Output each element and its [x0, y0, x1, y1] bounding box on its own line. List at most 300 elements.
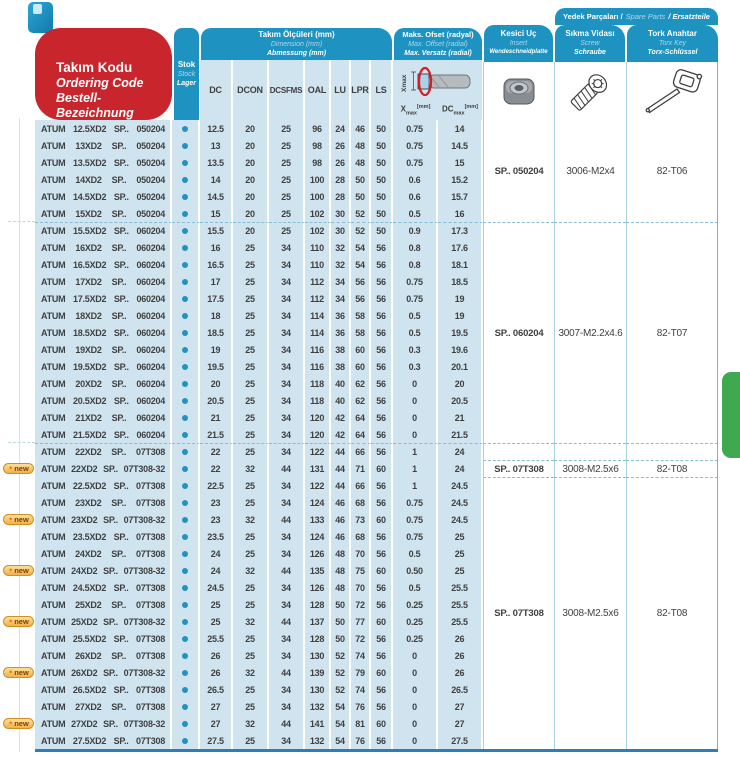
dim-value-cell: 25	[269, 154, 305, 171]
dim-value-cell: 26	[200, 647, 233, 664]
stock-indicator-cell	[172, 664, 200, 681]
dim-value-cell: 34	[269, 528, 305, 545]
dim-value-cell: 34	[269, 324, 305, 341]
dim-value-cell: 25	[233, 647, 269, 664]
dim-value-cell: 70	[351, 579, 371, 596]
dim-value-cell: 0.75	[393, 154, 438, 171]
dim-col-header-dc: DC	[200, 60, 231, 120]
ordering-code-cell: ATUM 23.5XD2 SP.. 07T308	[35, 528, 172, 545]
screw-ref-cell: 3006-M2x4	[554, 120, 626, 222]
dim-value-cell: 116	[305, 341, 331, 358]
dim-value-cell: 26	[438, 630, 483, 647]
dim-value-cell: 17.6	[438, 239, 483, 256]
catalog-table	[35, 120, 718, 749]
ordering-code-cell: ATUM 25XD2 SP.. 07T308-32	[35, 613, 172, 630]
stock-dot	[182, 721, 188, 727]
insert-label-en: Insert	[509, 40, 528, 47]
dim-value-cell: 30	[331, 222, 351, 239]
stock-dot	[182, 126, 188, 132]
dim-value-cell: 25	[200, 613, 233, 630]
new-badge-label: new	[14, 616, 29, 626]
ordering-code-cell: ATUM 23XD2 SP.. 07T308	[35, 494, 172, 511]
dim-value-cell: 0.25	[393, 630, 438, 647]
dim-value-cell: 21	[200, 409, 233, 426]
dim-value-cell: 126	[305, 579, 331, 596]
dim-value-cell: 0.5	[393, 205, 438, 222]
dim-value-cell: 15.5	[200, 222, 233, 239]
stock-indicator-cell	[172, 239, 200, 256]
dim-value-cell: 13.5	[200, 154, 233, 171]
dim-value-cell: 102	[305, 222, 331, 239]
dim-value-cell: 0	[393, 409, 438, 426]
dim-value-cell: 102	[305, 205, 331, 222]
dim-value-cell: 56	[371, 409, 393, 426]
dim-value-cell: 44	[331, 477, 351, 494]
stock-dot	[182, 143, 188, 149]
ordering-code-cell: ATUM 26XD2 SP.. 07T308	[35, 647, 172, 664]
dim-value-cell: 27	[438, 715, 483, 732]
insert-ref-cell	[483, 443, 554, 460]
table-bottom-rule	[35, 749, 718, 752]
dim-value-cell: 14	[200, 171, 233, 188]
dim-value-cell: 25	[269, 205, 305, 222]
screw-ref-cell: 3008-M2.5x6	[554, 460, 626, 477]
dim-value-cell: 56	[371, 426, 393, 443]
dim-value-cell: 54	[331, 715, 351, 732]
dim-value-cell: 19	[438, 307, 483, 324]
dim-value-cell: 25	[233, 494, 269, 511]
dim-value-cell: 50	[351, 171, 371, 188]
dim-value-cell: 0	[393, 392, 438, 409]
new-badge	[3, 565, 34, 576]
stock-indicator-cell	[172, 511, 200, 528]
ordering-code-cell: ATUM 21XD2 SP.. 060204	[35, 409, 172, 426]
dim-value-cell: 25	[233, 290, 269, 307]
screw-ref-cell	[554, 443, 626, 460]
dim-value-cell: 0.50	[393, 562, 438, 579]
dim-value-cell: 32	[331, 256, 351, 273]
dim-value-cell: 0.6	[393, 188, 438, 205]
dim-value-cell: 23	[200, 494, 233, 511]
dim-value-cell: 24.5	[438, 477, 483, 494]
dim-value-cell: 22.5	[200, 477, 233, 494]
dim-value-cell: 0.75	[393, 273, 438, 290]
stock-dot	[182, 245, 188, 251]
screw-icon	[568, 67, 614, 115]
dim-value-cell: 0.6	[393, 171, 438, 188]
dim-value-cell: 25	[233, 392, 269, 409]
dim-value-cell: 56	[371, 307, 393, 324]
dim-value-cell: 72	[351, 630, 371, 647]
dim-value-cell: 24.5	[438, 511, 483, 528]
stock-indicator-cell	[172, 409, 200, 426]
dim-value-cell: 56	[371, 324, 393, 341]
bookmark-icon[interactable]	[28, 2, 53, 33]
bookmark-notch	[33, 4, 42, 14]
new-badge	[3, 463, 34, 474]
insert-label-de: Wendeschneidplatte	[489, 49, 548, 55]
dim-value-cell: 98	[305, 137, 331, 154]
dim-value-cell: 25	[200, 596, 233, 613]
ordering-code-cell: ATUM 24XD2 SP.. 07T308-32	[35, 562, 172, 579]
dim-value-cell: 68	[351, 494, 371, 511]
dim-value-cell: 126	[305, 545, 331, 562]
dim-value-cell: 25	[233, 477, 269, 494]
dim-value-cell: 60	[351, 341, 371, 358]
dim-value-cell: 135	[305, 562, 331, 579]
stock-dot	[182, 330, 188, 336]
dim-value-cell: 27	[200, 715, 233, 732]
dim-value-cell: 50	[371, 222, 393, 239]
ordering-code-cell: ATUM 15XD2 SP.. 050204	[35, 205, 172, 222]
dim-value-cell: 16	[438, 205, 483, 222]
stock-label-de: Lager	[176, 80, 197, 87]
dim-value-cell: 27.5	[438, 732, 483, 749]
dim-value-cell: 34	[269, 579, 305, 596]
dimensions-title-de: Abmessung (mm)	[266, 50, 327, 57]
dim-value-cell: 30	[331, 205, 351, 222]
stock-indicator-cell	[172, 681, 200, 698]
dim-value-cell: 34	[269, 443, 305, 460]
stock-indicator-cell	[172, 256, 200, 273]
dim-value-cell: 34	[269, 341, 305, 358]
dim-value-cell: 72	[351, 596, 371, 613]
dim-value-cell: 56	[371, 545, 393, 562]
dim-value-cell: 50	[351, 188, 371, 205]
dim-value-cell: 25	[269, 137, 305, 154]
dim-value-cell: 24.5	[200, 579, 233, 596]
dim-value-cell: 52	[331, 681, 351, 698]
dim-value-cell: 27.5	[200, 732, 233, 749]
dim-value-cell: 50	[331, 630, 351, 647]
dim-value-cell: 21.5	[200, 426, 233, 443]
torx-ref-cell	[626, 443, 718, 460]
stock-dot	[182, 653, 188, 659]
stock-indicator-cell	[172, 732, 200, 749]
stock-indicator-cell	[172, 222, 200, 239]
stock-indicator-cell	[172, 545, 200, 562]
stock-column-header	[174, 28, 199, 120]
ordering-code-cell: ATUM 23XD2 SP.. 07T308-32	[35, 511, 172, 528]
dim-value-cell: 46	[331, 511, 351, 528]
dim-value-cell: 13	[200, 137, 233, 154]
dim-value-cell: 100	[305, 188, 331, 205]
dim-value-cell: 34	[269, 392, 305, 409]
dim-value-cell: 20	[233, 154, 269, 171]
dim-value-cell: 118	[305, 375, 331, 392]
dim-value-cell: 24	[200, 562, 233, 579]
dim-value-cell: 48	[331, 562, 351, 579]
ordering-code-title-tr: Takım Kodu	[56, 60, 133, 75]
dim-value-cell: 34	[269, 426, 305, 443]
dim-value-cell: 54	[351, 239, 371, 256]
dim-value-cell: 18.5	[438, 273, 483, 290]
dim-value-cell: 0.5	[393, 545, 438, 562]
offset-diagram-cell	[393, 60, 482, 120]
margin-group-separator	[8, 221, 35, 222]
dim-value-cell: 56	[371, 392, 393, 409]
stock-indicator-cell	[172, 375, 200, 392]
dim-value-cell: 25	[233, 596, 269, 613]
dim-value-cell: 19	[438, 290, 483, 307]
dim-value-cell: 131	[305, 460, 331, 477]
dim-value-cell: 112	[305, 273, 331, 290]
dim-value-cell: 56	[371, 477, 393, 494]
svg-text:Xmax: Xmax	[401, 74, 408, 92]
dim-value-cell: 0	[393, 375, 438, 392]
stock-dot	[182, 670, 188, 676]
ordering-code-cell: ATUM 22XD2 SP.. 07T308-32	[35, 460, 172, 477]
dim-value-cell: 0	[393, 715, 438, 732]
dim-value-cell: 56	[371, 375, 393, 392]
torx-ref-cell: 82-T08	[626, 477, 718, 749]
dim-value-cell: 24	[331, 120, 351, 137]
dim-value-cell: 34	[331, 290, 351, 307]
new-badge-label: new	[14, 565, 29, 575]
dim-value-cell: 15.2	[438, 171, 483, 188]
dim-value-cell: 12.5	[200, 120, 233, 137]
stock-dot	[182, 568, 188, 574]
stock-dot	[182, 398, 188, 404]
drill-offset-diagram	[397, 62, 477, 102]
dim-value-cell: 50	[371, 205, 393, 222]
ordering-code-cell: ATUM 19XD2 SP.. 060204	[35, 341, 172, 358]
insert-ref-cell: SP.. 050204	[483, 120, 554, 222]
dim-value-cell: 18.1	[438, 256, 483, 273]
torx-ref-cell: 82-T08	[626, 460, 718, 477]
new-badge-label: new	[14, 718, 29, 728]
stock-dot	[182, 313, 188, 319]
dim-value-cell: 25	[269, 188, 305, 205]
dim-value-cell: 19.5	[438, 324, 483, 341]
dim-value-cell: 44	[331, 460, 351, 477]
screw-column-header	[555, 25, 625, 62]
torx-label-de: Torx-Schlüssel	[647, 49, 698, 56]
stock-indicator-cell	[172, 460, 200, 477]
dim-value-cell: 17.3	[438, 222, 483, 239]
dim-value-cell: 17	[200, 273, 233, 290]
dim-value-cell: 122	[305, 477, 331, 494]
ordering-code-cell: ATUM 25.5XD2 SP.. 07T308	[35, 630, 172, 647]
insert-icon	[499, 74, 539, 108]
stock-dot	[182, 347, 188, 353]
dim-value-cell: 21	[438, 409, 483, 426]
dim-value-cell: 44	[269, 613, 305, 630]
dim-value-cell: 15	[200, 205, 233, 222]
dim-value-cell: 79	[351, 664, 371, 681]
dim-value-cell: 34	[269, 307, 305, 324]
page-edge-line	[19, 118, 20, 752]
dim-value-cell: 25	[233, 732, 269, 749]
dim-value-cell: 34	[269, 409, 305, 426]
dim-value-cell: 60	[351, 358, 371, 375]
stock-indicator-cell	[172, 443, 200, 460]
dim-value-cell: 0.3	[393, 341, 438, 358]
ordering-code-cell: ATUM 16XD2 SP.. 060204	[35, 239, 172, 256]
stock-indicator-cell	[172, 579, 200, 596]
dim-value-cell: 25	[269, 171, 305, 188]
dim-value-cell: 28	[331, 188, 351, 205]
dim-value-cell: 56	[371, 732, 393, 749]
dim-value-cell: 1	[393, 460, 438, 477]
insert-ref-cell: SP.. 060204	[483, 222, 554, 443]
dim-value-cell: 32	[233, 715, 269, 732]
stock-dot	[182, 262, 188, 268]
dim-value-cell: 0.8	[393, 256, 438, 273]
dim-value-cell: 28	[331, 171, 351, 188]
dim-value-cell: 70	[351, 545, 371, 562]
dim-value-cell: 34	[269, 256, 305, 273]
torx-image-cell	[626, 62, 718, 120]
ordering-code-header	[35, 28, 172, 120]
dim-value-cell: 50	[371, 188, 393, 205]
stock-indicator-cell	[172, 120, 200, 137]
dim-value-cell: 25	[233, 630, 269, 647]
ordering-code-cell: ATUM 26.5XD2 SP.. 07T308	[35, 681, 172, 698]
new-badge-star: ✶	[8, 516, 14, 523]
dimensions-title-tr: Takım Ölçüleri (mm)	[258, 30, 335, 39]
dim-value-cell: 56	[371, 358, 393, 375]
ordering-code-cell: ATUM 27XD2 SP.. 07T308	[35, 698, 172, 715]
dim-value-cell: 34	[269, 732, 305, 749]
dim-value-cell: 40	[331, 375, 351, 392]
dim-value-cell: 34	[269, 647, 305, 664]
dim-value-cell: 25	[438, 545, 483, 562]
dim-value-cell: 26	[438, 647, 483, 664]
dim-value-cell: 0.9	[393, 222, 438, 239]
dim-value-cell: 25	[233, 409, 269, 426]
dim-value-cell: 56	[371, 256, 393, 273]
spare-parts-tr: Yedek Parçaları /	[563, 12, 623, 21]
dim-value-cell: 68	[351, 528, 371, 545]
ordering-code-cell: ATUM 16.5XD2 SP.. 060204	[35, 256, 172, 273]
dim-value-cell: 25	[233, 324, 269, 341]
ordering-code-title-de: Bestell-Bezeichnung	[56, 91, 134, 120]
dim-value-cell: 20.1	[438, 358, 483, 375]
dim-value-cell: 141	[305, 715, 331, 732]
ordering-code-title-en: Ordering Code	[56, 76, 144, 90]
dim-value-cell: 34	[269, 698, 305, 715]
dim-value-cell: 0.5	[393, 307, 438, 324]
dim-value-cell: 50	[371, 120, 393, 137]
dim-value-cell: 0.75	[393, 290, 438, 307]
torx-column-header	[627, 25, 718, 62]
dim-value-cell: 32	[233, 460, 269, 477]
dim-value-cell: 60	[371, 715, 393, 732]
stock-dot	[182, 177, 188, 183]
dim-value-cell: 56	[351, 273, 371, 290]
dim-value-cell: 25	[233, 579, 269, 596]
dim-value-cell: 18	[200, 307, 233, 324]
dim-value-cell: 20	[200, 375, 233, 392]
dim-value-cell: 64	[351, 409, 371, 426]
dim-value-cell: 56	[371, 528, 393, 545]
dim-value-cell: 56	[371, 630, 393, 647]
dim-value-cell: 34	[269, 290, 305, 307]
stock-indicator-cell	[172, 528, 200, 545]
dim-value-cell: 25	[233, 443, 269, 460]
ordering-code-cell: ATUM 27.5XD2 SP.. 07T308	[35, 732, 172, 749]
dim-col-header-ls: LS	[371, 60, 391, 120]
stock-dot	[182, 619, 188, 625]
dim-value-cell: 19	[200, 341, 233, 358]
stock-indicator-cell	[172, 137, 200, 154]
dim-value-cell: 120	[305, 426, 331, 443]
dim-value-cell: 56	[371, 647, 393, 664]
dim-value-cell: 23.5	[200, 528, 233, 545]
stock-indicator-cell	[172, 715, 200, 732]
dim-value-cell: 137	[305, 613, 331, 630]
torx-label-en: Torx Key	[658, 40, 687, 47]
dim-value-cell: 20.5	[200, 392, 233, 409]
dim-value-cell: 60	[371, 613, 393, 630]
dim-value-cell: 14.5	[438, 137, 483, 154]
stock-dot	[182, 194, 188, 200]
screw-label-en: Screw	[580, 40, 600, 47]
dim-value-cell: 25	[233, 358, 269, 375]
dim-value-cell: 118	[305, 392, 331, 409]
dim-value-cell: 20	[233, 137, 269, 154]
dim-value-cell: 20	[233, 205, 269, 222]
stock-dot	[182, 551, 188, 557]
dim-value-cell: 0	[393, 681, 438, 698]
dim-value-cell: 25	[233, 307, 269, 324]
offset-title-de: Max. Versatz (radial)	[404, 50, 472, 57]
dim-value-cell: 25	[269, 222, 305, 239]
stock-indicator-cell	[172, 290, 200, 307]
offset-title-tr: Maks. Ofset (radyal)	[402, 30, 474, 39]
dim-value-cell: 32	[233, 613, 269, 630]
stock-indicator-cell	[172, 307, 200, 324]
stock-dot	[182, 415, 188, 421]
dim-value-cell: 52	[331, 664, 351, 681]
screw-ref-cell: 3008-M2.5x6	[554, 477, 626, 749]
stock-indicator-cell	[172, 630, 200, 647]
dim-value-cell: 20	[233, 222, 269, 239]
stock-dot	[182, 517, 188, 523]
dim-value-cell: 60	[371, 562, 393, 579]
dim-value-cell: 25.5	[438, 579, 483, 596]
dim-value-cell: 0.5	[393, 324, 438, 341]
dim-value-cell: 112	[305, 290, 331, 307]
stock-dot	[182, 687, 188, 693]
dim-value-cell: 56	[371, 273, 393, 290]
dim-value-cell: 56	[371, 239, 393, 256]
dim-value-cell: 26	[200, 664, 233, 681]
dim-value-cell: 22	[200, 443, 233, 460]
stock-dot	[182, 211, 188, 217]
ordering-code-cell: ATUM 21.5XD2 SP.. 060204	[35, 426, 172, 443]
screw-label-de: Schraube	[574, 49, 606, 56]
dim-value-cell: 114	[305, 324, 331, 341]
ordering-code-cell: ATUM 24.5XD2 SP.. 07T308	[35, 579, 172, 596]
stock-label-en: Stock	[177, 71, 196, 78]
dim-value-cell: 74	[351, 681, 371, 698]
torx-label-tr: Tork Anahtar	[648, 29, 697, 38]
dim-value-cell: 25.5	[438, 613, 483, 630]
dim-value-cell: 132	[305, 732, 331, 749]
spare-parts-de: / Ersatzteile	[668, 12, 710, 21]
new-badge	[3, 616, 34, 627]
section-side-tab[interactable]	[722, 372, 740, 458]
dim-value-cell: 0.75	[393, 137, 438, 154]
new-badge-star: ✶	[8, 669, 14, 676]
stock-dot	[182, 602, 188, 608]
dim-value-cell: 0	[393, 426, 438, 443]
stock-indicator-cell	[172, 188, 200, 205]
stock-dot	[182, 449, 188, 455]
dim-value-cell: 34	[269, 375, 305, 392]
